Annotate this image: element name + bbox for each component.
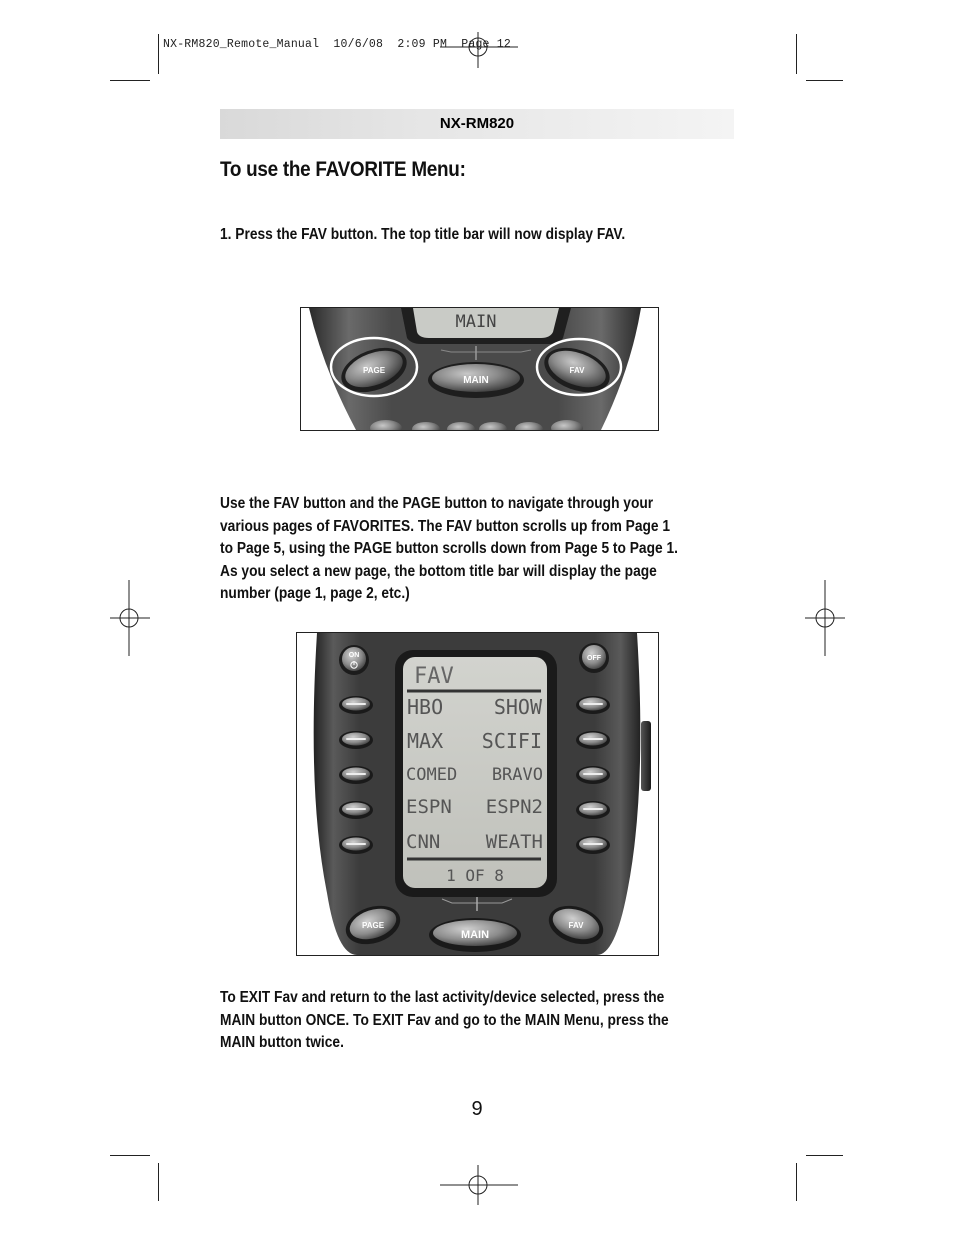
step-1-text: 1. Press the FAV button. The top title bar will now display FAV. xyxy=(220,226,626,243)
left-soft-key-2[interactable] xyxy=(339,731,373,749)
lcd-row-5-right: WEATH xyxy=(485,831,543,853)
right-soft-key-5[interactable] xyxy=(576,836,610,854)
registration-mark-right xyxy=(805,580,845,656)
exit-paragraph xyxy=(220,987,711,1055)
navigation-paragraph-line-4: As you select a new page, the bottom title bar will display the page xyxy=(220,562,657,580)
main-button-2-label: MAIN xyxy=(460,929,490,941)
lcd-row-3-left: COMED xyxy=(406,765,458,785)
right-soft-key-1[interactable] xyxy=(576,696,610,714)
remote-top-figure xyxy=(300,307,659,431)
off-button-label: OFF xyxy=(587,655,601,662)
remote-fav-screen-figure xyxy=(296,632,659,956)
registration-mark-left xyxy=(110,580,150,656)
right-soft-key-2[interactable] xyxy=(576,731,610,749)
lcd-page-indicator: 1 OF 8 xyxy=(446,866,504,885)
off-button[interactable] xyxy=(579,643,609,673)
main-button-2[interactable] xyxy=(429,918,521,952)
exit-paragraph-line-2: MAIN button ONCE. To EXIT Fav and go to the MAIN Menu, press the xyxy=(220,1011,669,1029)
lcd-row-2-right: SCIFI xyxy=(481,729,542,753)
left-soft-key-4[interactable] xyxy=(339,801,373,819)
left-soft-key-3[interactable] xyxy=(339,766,373,784)
right-soft-key-3[interactable] xyxy=(576,766,610,784)
main-button[interactable] xyxy=(428,362,524,398)
lcd-row-5-left: CNN xyxy=(406,831,441,853)
lcd-row-3-right: BRAVO xyxy=(491,765,543,785)
lcd-row-1-right: SHOW xyxy=(493,695,542,719)
lcd-row-4-left: ESPN xyxy=(406,796,452,818)
display-main-label: MAIN xyxy=(455,312,497,332)
page-button-2-label: PAGE xyxy=(361,921,385,930)
navigation-paragraph-line-5: number (page 1, page 2, etc.) xyxy=(220,585,410,602)
on-button-label: ON xyxy=(348,652,360,659)
fav-button-2-label: FAV xyxy=(568,921,584,930)
exit-paragraph-line-3: MAIN button twice. xyxy=(220,1034,344,1051)
navigation-paragraph-line-3: to Page 5, using the PAGE button scrolls down from Page 5 to Page 1. xyxy=(220,540,678,557)
left-soft-key-5[interactable] xyxy=(339,836,373,854)
section-heading: To use the FAVORITE Menu: xyxy=(220,158,466,181)
left-soft-key-1[interactable] xyxy=(339,696,373,714)
registration-mark-bottom xyxy=(440,1165,518,1205)
page-button-label: PAGE xyxy=(362,366,386,375)
navigation-paragraph-line-2: various pages of FAVORITES. The FAV button scrolls up from Page 1 xyxy=(220,517,671,535)
navigation-paragraph-line-1: Use the FAV button and the PAGE button to navigate through your xyxy=(220,495,654,512)
print-slug: NX-RM820_Remote_Manual 10/6/08 2:09 PM Page 12 xyxy=(163,38,511,51)
lcd-row-4-right: ESPN2 xyxy=(485,796,543,818)
exit-paragraph-line-1: To EXIT Fav and return to the last activity/device selected, press the xyxy=(220,989,665,1006)
page-number: 9 xyxy=(471,1098,483,1120)
right-soft-key-4[interactable] xyxy=(576,801,610,819)
on-button[interactable] xyxy=(339,645,369,675)
navigation-paragraph xyxy=(220,493,711,606)
lcd-title: FAV xyxy=(414,664,454,689)
model-header-bar xyxy=(220,109,734,139)
lcd-row-2-left: MAX xyxy=(407,729,444,753)
lcd-row-1-left: HBO xyxy=(407,695,444,719)
main-button-label: MAIN xyxy=(463,375,489,386)
model-name: NX-RM820 xyxy=(439,115,515,132)
fav-button-label: FAV xyxy=(569,366,585,375)
registration-mark-top xyxy=(440,32,518,68)
side-edge-button[interactable] xyxy=(641,721,651,791)
